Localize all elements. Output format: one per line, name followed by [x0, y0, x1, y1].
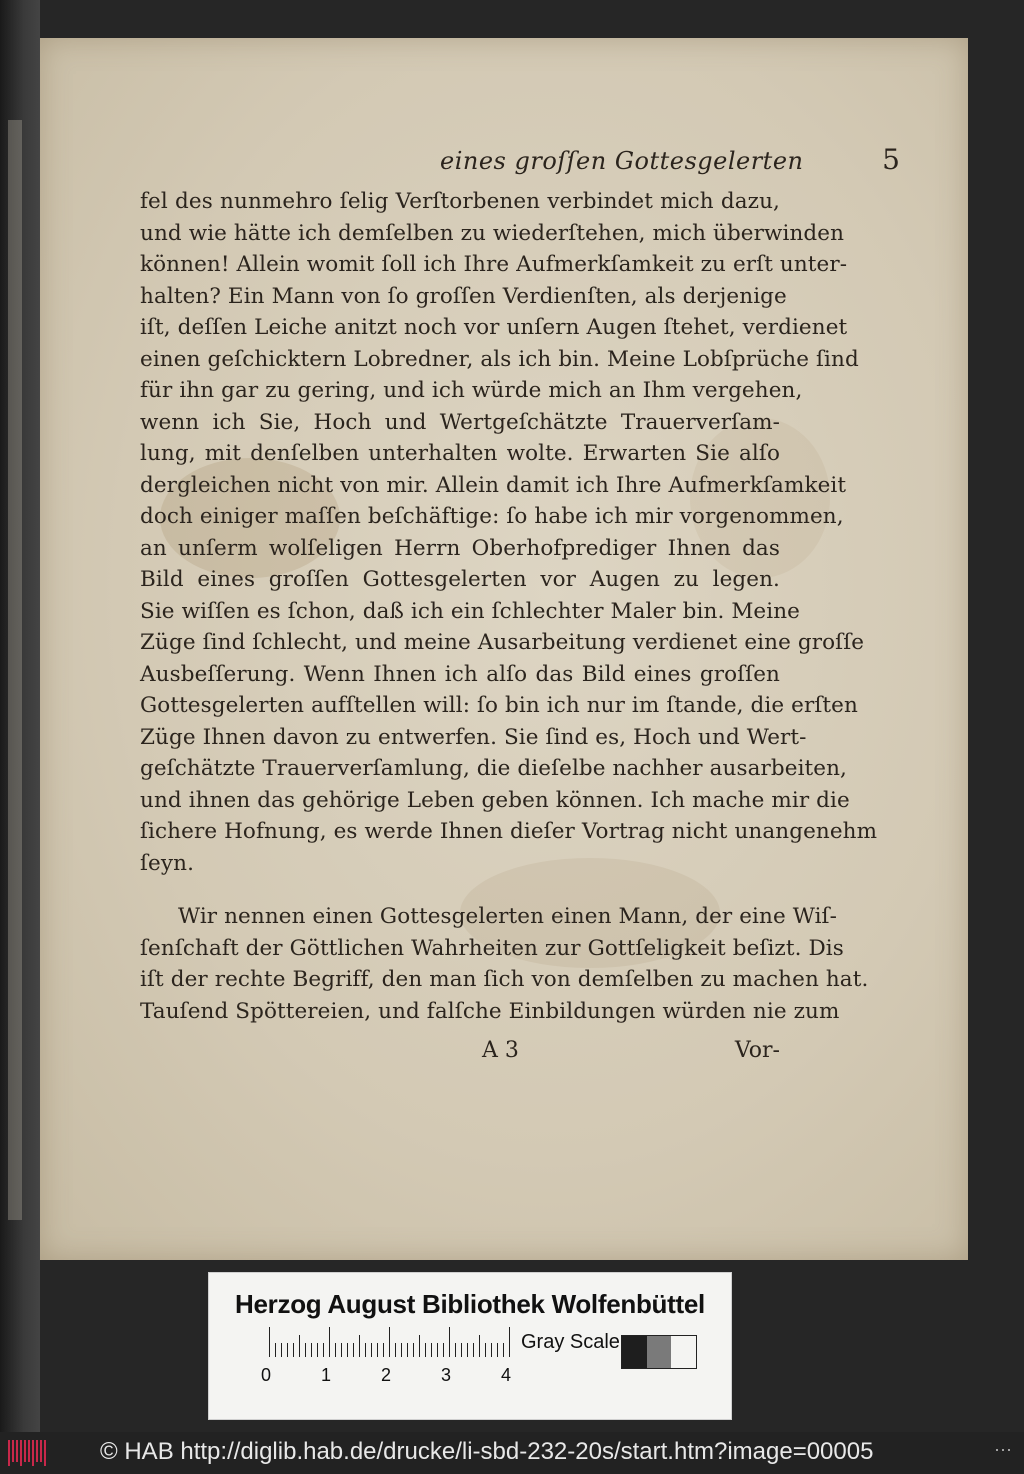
- ruler-tick: [287, 1343, 288, 1357]
- page-header: [140, 143, 900, 183]
- grayscale-swatches: [621, 1335, 697, 1369]
- ruler-tick: [473, 1343, 474, 1357]
- ruler-tick: [437, 1343, 438, 1357]
- text-line: ſeyn.: [140, 850, 195, 876]
- book-page: [40, 38, 968, 1260]
- text-line: Tauſend Spöttereien, und falſche Einbildungen würden nie zum: [140, 998, 840, 1024]
- page-footer-line: [140, 1038, 780, 1070]
- ruler-tick: [509, 1327, 510, 1357]
- ruler-number: 4: [501, 1365, 512, 1385]
- library-label: [208, 1272, 732, 1420]
- body-text: [140, 186, 878, 1027]
- ruler-tick: [377, 1343, 378, 1357]
- ruler-tick: [431, 1343, 432, 1357]
- paragraph-2: [140, 901, 869, 1027]
- text-line: Ausbeſſerung. Wenn Ihnen ich alſo das Bild eines groſſen: [140, 661, 780, 687]
- ruler-numbers: [261, 1365, 521, 1389]
- text-line: können! Allein womit ſoll ich Ihre Aufmerkſamkeit zu erſt unter-: [140, 252, 848, 277]
- label-title: Herzog August Bibliothek Wolfenbüttel: [235, 1289, 705, 1319]
- text-line: halten? Ein Mann von ſo groſſen Verdienſten, als derjenige: [140, 283, 787, 309]
- text-line: und wie hätte ich demſelben zu wiederſtehen, mich überwinden: [140, 220, 845, 246]
- text-line: iſt der rechte Begriff, den man ſich von demſelben zu machen hat.: [140, 967, 869, 992]
- text-line: Sie wiſſen es ſchon, daß ich ein ſchlechter Maler bin. Meine: [140, 598, 801, 624]
- footer-bar: [0, 1432, 1024, 1474]
- gray-swatch: [622, 1336, 647, 1368]
- ruler-tick: [323, 1343, 324, 1357]
- signature-mark: A 3: [482, 1038, 519, 1063]
- ruler-number: 1: [321, 1365, 332, 1385]
- ruler-tick: [395, 1343, 396, 1357]
- ruler-tick: [305, 1343, 306, 1357]
- ruler-tick: [443, 1343, 444, 1357]
- text-line: fel des nunmehro ſelig Verſtorbenen verbindet mich dazu,: [140, 189, 780, 214]
- ruler-number: 2: [381, 1365, 392, 1385]
- ruler-tick: [461, 1343, 462, 1357]
- text-line: für ihn gar zu gering, und ich würde mich an Ihm vergehen,: [140, 378, 803, 403]
- ruler-tick: [269, 1327, 270, 1357]
- page-number: 5: [882, 143, 900, 176]
- ruler-number: 0: [261, 1365, 272, 1385]
- text-line: doch einiger maſſen beſchäftige: ſo habe ich mir vorgenommen,: [140, 504, 844, 529]
- ruler-tick: [455, 1343, 456, 1357]
- text-line: lung, mit denſelben unterhalten wolte. Erwarten Sie alſo: [140, 441, 780, 466]
- text-line: ſenſchaft der Göttlichen Wahrheiten zur Gottſeligkeit beſizt. Dis: [140, 935, 844, 961]
- ruler-tick: [419, 1335, 420, 1357]
- text-line: geſchätzte Trauerverſamlung, die dieſelbe nachher ausarbeiten,: [140, 756, 847, 781]
- ruler-tick: [281, 1343, 282, 1357]
- ruler-tick: [389, 1327, 390, 1357]
- text-line: Züge Ihnen davon zu entwerfen. Sie ſind es, Hoch und Wert-: [140, 724, 807, 750]
- ruler-tick: [353, 1343, 354, 1357]
- ruler-tick: [365, 1343, 366, 1357]
- text-line: wenn ich Sie, Hoch und Wertgeſchätzte Trauerverſam-: [140, 409, 780, 435]
- text-line: Züge ſind ſchlecht, und meine Ausarbeitung verdienet eine groſſe: [140, 630, 865, 655]
- text-line: ſichere Hofnung, es werde Ihnen dieſer Vortrag nicht unangenehm: [140, 819, 878, 844]
- book-spine-edge: [0, 0, 40, 1432]
- ruler-tick: [413, 1343, 414, 1357]
- barcode-icon: [8, 1440, 48, 1466]
- gray-swatch: [647, 1336, 672, 1368]
- running-head: eines groſſen Gottesgelerten: [440, 147, 804, 175]
- gray-swatch: [671, 1336, 696, 1368]
- ruler-scale: [269, 1327, 509, 1357]
- ruler-tick: [359, 1335, 360, 1357]
- ruler-tick: [485, 1343, 486, 1357]
- ruler-tick: [335, 1343, 336, 1357]
- ruler-tick: [329, 1327, 330, 1357]
- ruler-tick: [275, 1343, 276, 1357]
- paragraph-1: [140, 186, 878, 879]
- ruler-tick: [347, 1343, 348, 1357]
- ruler-tick: [401, 1343, 402, 1357]
- ruler-tick: [371, 1343, 372, 1357]
- grayscale-label: Gray Scale: [521, 1331, 620, 1353]
- catchword: Vor-: [734, 1038, 780, 1063]
- text-line: einen geſchicktern Lobredner, als ich bin. Meine Lobſprüche ſind: [140, 346, 859, 372]
- text-line: an unſerm wolſeligen Herrn Oberhofprediger Ihnen das: [140, 535, 780, 561]
- ruler-tick: [503, 1343, 504, 1357]
- ruler-tick: [311, 1343, 312, 1357]
- ruler-tick: [449, 1327, 450, 1357]
- ruler-tick: [479, 1335, 480, 1357]
- ruler-tick: [317, 1343, 318, 1357]
- ruler-tick: [383, 1343, 384, 1357]
- text-line: iſt, deſſen Leiche anitzt noch vor unſern Augen ſtehet, verdienet: [140, 315, 848, 340]
- text-line: dergleichen nicht von mir. Allein damit ich Ihre Aufmerkſamkeit: [140, 472, 847, 498]
- ruler-tick: [341, 1343, 342, 1357]
- ruler-tick: [299, 1335, 300, 1357]
- ellipsis-icon[interactable]: ⋯: [994, 1440, 1012, 1460]
- ruler-tick: [293, 1343, 294, 1357]
- text-line: und ihnen das gehörige Leben geben können. Ich mache mir die: [140, 787, 850, 813]
- text-line: Bild eines groſſen Gottesgelerten vor Augen zu legen.: [140, 567, 780, 592]
- ruler-number: 3: [441, 1365, 452, 1385]
- ruler-tick: [497, 1343, 498, 1357]
- copyright-url[interactable]: © HAB http://diglib.hab.de/drucke/li-sbd-232-20s/start.htm?image=00005: [100, 1438, 874, 1465]
- text-line: Wir nennen einen Gottesgelerten einen Mann, der eine Wiſ-: [178, 904, 837, 929]
- text-line: Gottesgelerten aufſtellen will: ſo bin ich nur im ſtande, die erſten: [140, 693, 858, 718]
- ruler-tick: [467, 1343, 468, 1357]
- ruler-tick: [425, 1343, 426, 1357]
- ruler-tick: [407, 1343, 408, 1357]
- ruler-tick: [491, 1343, 492, 1357]
